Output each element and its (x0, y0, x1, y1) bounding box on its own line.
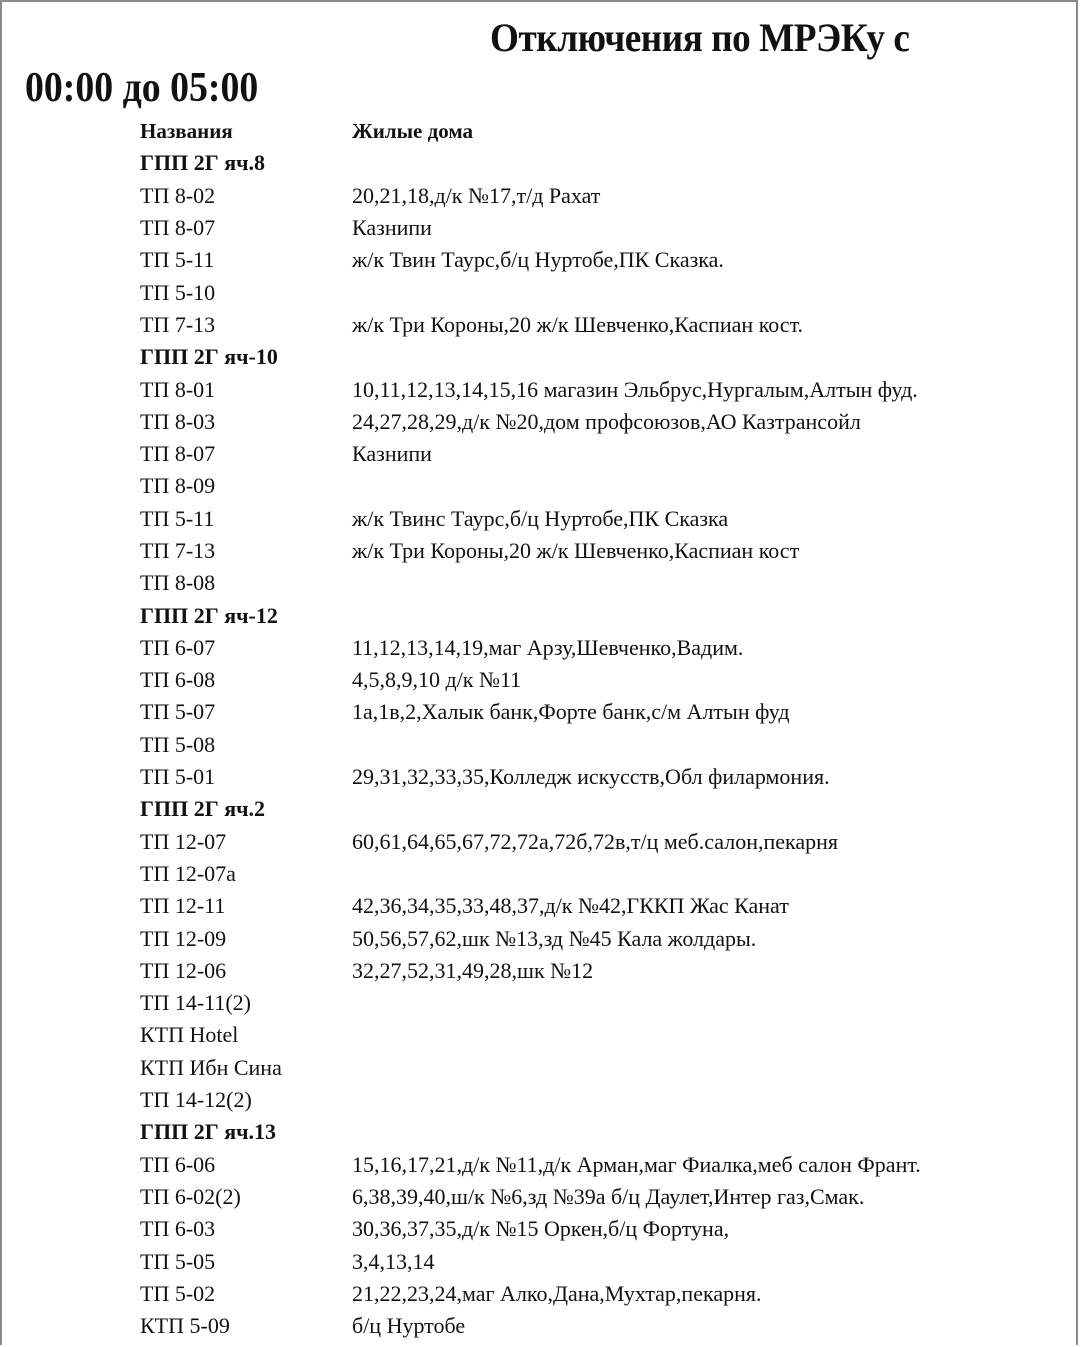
table-row (140, 761, 1040, 793)
substation-name: КТП Hotel (140, 1022, 239, 1048)
table-row (140, 438, 1040, 470)
substation-name: ТП 8-08 (140, 570, 216, 596)
header-name: Названия (140, 118, 233, 143)
table-row (140, 696, 1040, 728)
group-name: ГПП 2Г яч-10 (140, 344, 278, 370)
substation-name: ТП 7-13 (140, 311, 216, 337)
homes-list: 24,27,28,29,д/к №20,дом профсоюзов,АО Казтрансойл (352, 408, 861, 434)
group-row (140, 793, 1040, 825)
table-row (140, 180, 1040, 212)
table-row (140, 503, 1040, 535)
substation-name: ТП 8-07 (140, 215, 216, 241)
substation-name: ТП 6-02(2) (140, 1183, 241, 1209)
homes-list: 60,61,64,65,67,72,72а,72б,72в,т/ц меб.салон,пекарня (352, 828, 839, 854)
substation-name: ТП 6-07 (140, 634, 216, 660)
substation-name: ТП 14-11(2) (140, 990, 251, 1016)
table-row (140, 729, 1040, 761)
homes-list: 3,4,13,14 (352, 1248, 435, 1274)
substation-name: ТП 12-09 (140, 925, 227, 951)
group-row (140, 599, 1040, 631)
substation-name: ТП 7-13 (140, 538, 216, 563)
table-row (140, 1213, 1040, 1245)
table-row (140, 955, 1040, 987)
substation-name: ТП 8-01 (140, 376, 216, 402)
homes-list: б/ц Нуртобе (352, 1313, 466, 1339)
substation-name: КТП 5-09 (140, 1313, 230, 1339)
table-row (140, 664, 1040, 696)
substation-name: ТП 8-02 (140, 182, 216, 208)
homes-list: 11,12,13,14,19,маг Арзу,Шевченко,Вадим. (352, 634, 744, 660)
substation-name: ТП 5-11 (140, 505, 215, 531)
table-header (140, 115, 1040, 147)
group-name: ГПП 2Г яч.13 (140, 1119, 277, 1145)
table-row (140, 826, 1040, 858)
table-row (140, 987, 1040, 1019)
substation-name: ТП 6-03 (140, 1216, 216, 1242)
table-row (140, 1278, 1040, 1310)
homes-list: 4,5,8,9,10 д/к №11 (352, 667, 522, 693)
homes-list: 30,36,37,35,д/к №15 Оркен,б/ц Фортуна, (352, 1216, 730, 1242)
homes-list: 10,11,12,13,14,15,16 магазин Эльбрус,Нургалым,Алтын фуд. (352, 376, 918, 402)
substation-name: КТП Ибн Сина (140, 1054, 282, 1080)
substation-name: ТП 5-05 (140, 1248, 216, 1274)
substation-name: ТП 6-06 (140, 1151, 216, 1177)
table-row (140, 922, 1040, 954)
homes-list: 42,36,34,35,33,48,37,д/к №42,ГККП Жас Канат (352, 893, 789, 919)
homes-list: 50,56,57,62,шк №13,зд №45 Кала жолдары. (352, 925, 757, 951)
substation-name: ТП 5-08 (140, 731, 216, 757)
substation-name: ТП 12-07а (140, 860, 236, 886)
substation-name: ТП 12-07 (140, 828, 227, 854)
outage-table (140, 115, 1040, 1342)
table-row (140, 244, 1040, 276)
table-row (140, 1310, 1040, 1342)
substation-name: ТП 5-11 (140, 247, 215, 273)
table-row (140, 276, 1040, 308)
substation-name: ТП 8-09 (140, 473, 216, 499)
table-body (140, 147, 1040, 1342)
table-row (140, 1084, 1040, 1116)
substation-name: ТП 8-03 (140, 408, 216, 434)
group-row (140, 147, 1040, 179)
homes-list: ж/к Твин Таурс,б/ц Нуртобе,ПК Сказка. (352, 247, 724, 273)
substation-name: ТП 8-07 (140, 441, 216, 467)
substation-name: ТП 5-02 (140, 1280, 216, 1306)
header-homes: Жилые дома (352, 118, 473, 143)
homes-list: 6,38,39,40,ш/к №6,зд №39а б/ц Даулет,Интер газ,Смак. (352, 1183, 865, 1209)
homes-list: 21,22,23,24,маг Алко,Дана,Мухтар,пекарня. (352, 1280, 762, 1306)
substation-name: ТП 5-10 (140, 279, 216, 305)
table-row (140, 1019, 1040, 1051)
homes-list: Казнипи (352, 441, 432, 467)
page-title-time-range: 00:00 до 05:00 (25, 65, 259, 111)
table-row (140, 535, 1040, 567)
table-row (140, 1052, 1040, 1084)
group-name: ГПП 2Г яч.8 (140, 150, 266, 176)
table-row (140, 1149, 1040, 1181)
page-title: Отключения по МРЭКу с (490, 15, 910, 60)
group-row (140, 341, 1040, 373)
table-row (140, 406, 1040, 438)
substation-name: ТП 5-01 (140, 764, 216, 790)
group-row (140, 1116, 1040, 1148)
table-row (140, 1181, 1040, 1213)
group-name: ГПП 2Г яч-12 (140, 602, 278, 628)
homes-list: ж/к Твинс Таурс,б/ц Нуртобе,ПК Сказка (352, 505, 729, 531)
homes-list: Казнипи (352, 215, 432, 241)
table-row (140, 470, 1040, 502)
table-row (140, 858, 1040, 890)
table-row (140, 373, 1040, 405)
homes-list: 32,27,52,31,49,28,шк №12 (352, 957, 594, 983)
homes-list: 1а,1в,2,Халык банк,Форте банк,с/м Алтын фуд (352, 699, 790, 725)
table-row (140, 890, 1040, 922)
substation-name: ТП 5-07 (140, 699, 216, 725)
substation-name: ТП 14-12(2) (140, 1087, 252, 1113)
homes-list: 29,31,32,33,35,Колледж искусств,Обл филармония. (352, 764, 830, 790)
table-row (140, 309, 1040, 341)
substation-name: ТП 6-08 (140, 667, 216, 693)
homes-list: 20,21,18,д/к №17,т/д Рахат (352, 182, 601, 208)
group-name: ГПП 2Г яч.2 (140, 796, 266, 822)
substation-name: ТП 12-11 (140, 893, 226, 919)
homes-list: ж/к Три Короны,20 ж/к Шевченко,Каспиан кост. (352, 311, 804, 337)
table-row (140, 567, 1040, 599)
homes-list: 15,16,17,21,д/к №11,д/к Арман,маг Фиалка,меб салон Франт. (352, 1151, 921, 1177)
table-row (140, 212, 1040, 244)
substation-name: ТП 12-06 (140, 957, 227, 983)
table-row (140, 1245, 1040, 1277)
homes-list: ж/к Три Короны,20 ж/к Шевченко,Каспиан кост (352, 538, 800, 563)
table-row (140, 632, 1040, 664)
